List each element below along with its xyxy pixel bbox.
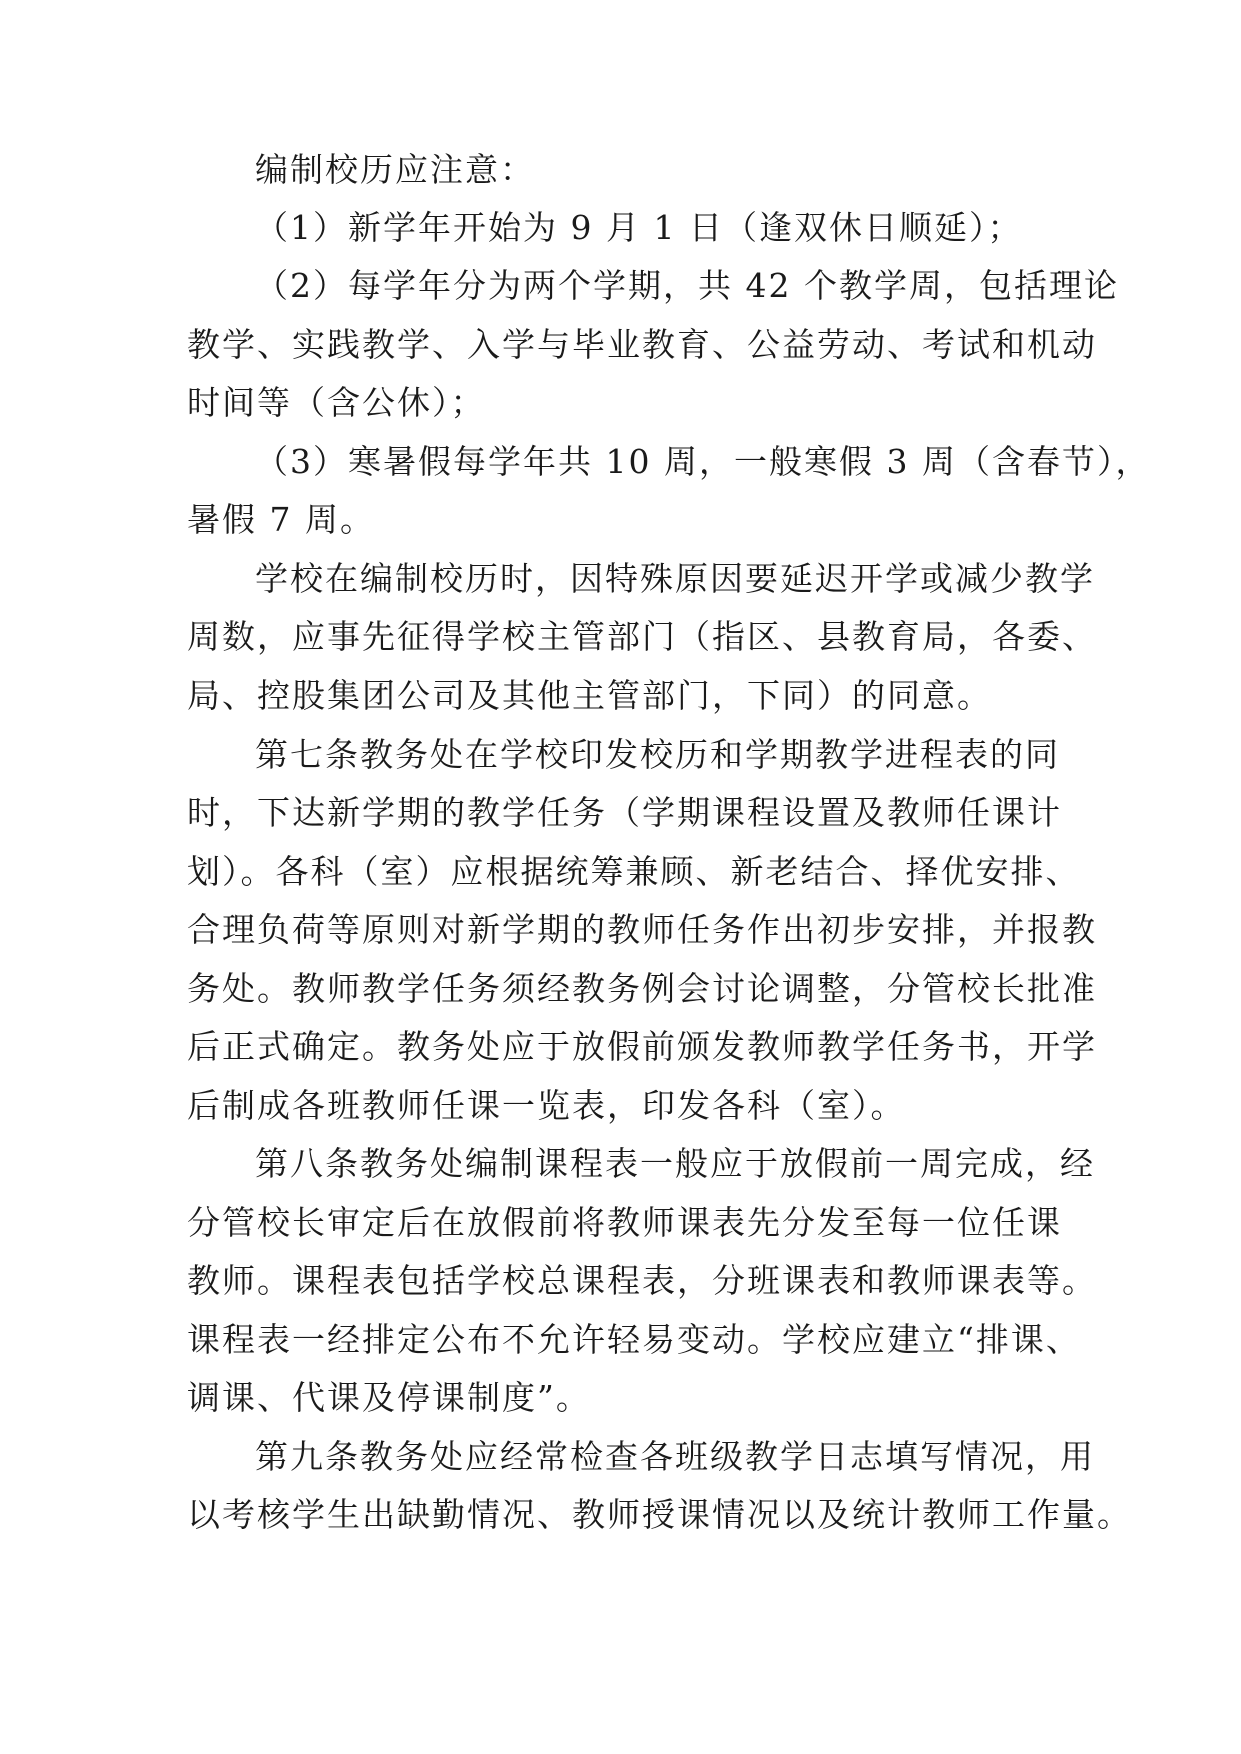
text-line: 课程表一经排定公布不允许轻易变动。学校应建立“排课、 — [187, 1320, 1081, 1359]
text-line: 划）。各科（室）应根据统筹兼顾、新老结合、择优安排、 — [187, 852, 1081, 891]
text-line: 第九条教务处应经常检查各班级教学日志填写情况，用 — [255, 1437, 1095, 1476]
text-line: 后制成各班教师任课一览表，印发各科（室）。 — [187, 1086, 906, 1125]
text-line: 时间等（含公休）； — [187, 383, 486, 422]
text-line: （2）每学年分为两个学期，共 42 个教学周，包括理论 — [255, 266, 1119, 305]
text-line: 局、控股集团公司及其他主管部门，下同）的同意。 — [187, 676, 992, 715]
text-line: 教学、实践教学、入学与毕业教育、公益劳动、考试和机动 — [187, 325, 1097, 364]
text-line: 以考核学生出缺勤情况、教师授课情况以及统计教师工作量。 — [187, 1495, 1132, 1534]
text-line: 时，下达新学期的教学任务（学期课程设置及教师任课计 — [187, 793, 1062, 832]
text-line: 第八条教务处编制课程表一般应于放假前一周完成，经 — [255, 1144, 1095, 1183]
text-line: 分管校长审定后在放假前将教师课表先分发至每一位任课 — [187, 1203, 1062, 1242]
text-line: 调课、代课及停课制度”。 — [187, 1378, 591, 1417]
text-line: 周数，应事先征得学校主管部门（指区、县教育局，各委、 — [187, 617, 1097, 656]
text-line: 后正式确定。教务处应于放假前颁发教师教学任务书，开学 — [187, 1027, 1097, 1066]
text-line: 学校在编制校历时，因特殊原因要延迟开学或减少教学 — [255, 559, 1095, 598]
text-line: 务处。教师教学任务须经教务例会讨论调整，分管校长批准 — [187, 969, 1097, 1008]
text-line: （1）新学年开始为 9 月 1 日（逢双休日顺延）； — [255, 208, 1023, 247]
text-line: 合理负荷等原则对新学期的教师任务作出初步安排，并报教 — [187, 910, 1097, 949]
text-line: 教师。课程表包括学校总课程表，分班课表和教师课表等。 — [187, 1261, 1097, 1300]
text-line: 编制校历应注意： — [255, 150, 535, 189]
text-line: 暑假 7 周。 — [187, 500, 375, 539]
text-line: （3）寒暑假每学年共 10 周，一般寒假 3 周（含春节）， — [255, 442, 1151, 481]
text-line: 第七条教务处在学校印发校历和学期教学进程表的同 — [255, 735, 1060, 774]
